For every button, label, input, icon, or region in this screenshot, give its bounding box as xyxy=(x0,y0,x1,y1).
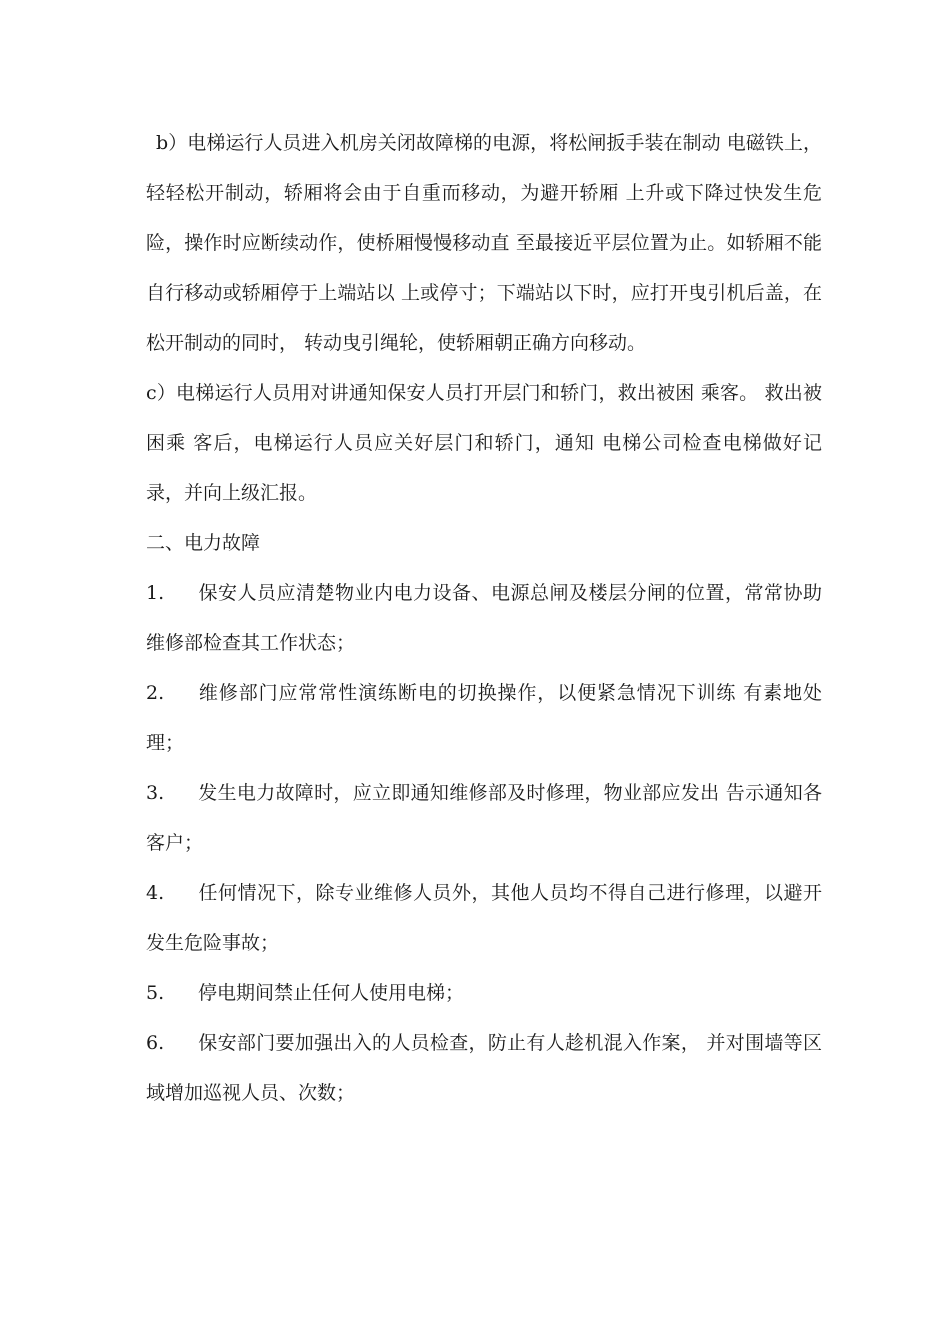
list-item-number: 5. xyxy=(146,982,165,1004)
list-item xyxy=(146,868,822,968)
list-item-number: 1. xyxy=(146,582,165,604)
list-item xyxy=(146,768,822,868)
paragraph-c: c）电梯运行人员用对讲通知保安人员打开层门和轿门，救出被困 乘客。 救出被困乘 客后，电梯运行人员应关好层门和轿门，通知 电梯公司检查电梯做好记录，并向上级汇报。 xyxy=(146,382,822,504)
paragraph-b: b）电梯运行人员进入机房关闭故障梯的电源，将松闸扳手装在制动 电磁铁上，轻轻松开制动，轿厢将会由于自重而移动，为避开轿厢 上升或下降过快发生危险，操作时应断续动作，使桥厢慢慢移动直 至最接近平层位置为止。如轿厢不能自行移动或轿厢停于上端站以 上或停寸；下端站以下时，应打开曳引机后盖，在松开制动的同时， 转动曳引绳轮，使轿厢朝正确方向移动。 xyxy=(146,132,822,354)
list-item-number: 4. xyxy=(146,882,165,904)
list-item-text: 发生电力故障时，应立即通知维修部及时修理，物业部应发出 告示通知各客户； xyxy=(146,782,822,854)
section-heading: 二、电力故障 xyxy=(146,532,261,554)
list-item xyxy=(146,668,822,768)
list-item-text: 保安部门要加强出入的人员检查，防止有人趁机混入作案， 并对围墙等区域增加巡视人员、次数； xyxy=(146,1032,822,1104)
list-item xyxy=(146,968,822,1018)
list-item-text: 任何情况下，除专业维修人员外，其他人员均不得自己进行修理，以避开发生危险事故； xyxy=(146,882,822,954)
list-item-text: 停电期间禁止任何人使用电梯； xyxy=(198,982,465,1004)
list-item-text: 维修部门应常常性演练断电的切换操作，以便紧急情况下训练 有素地处理； xyxy=(146,682,822,754)
document-body xyxy=(146,118,822,1118)
list-item-number: 2. xyxy=(146,682,165,704)
list-item-text: 保安人员应清楚物业内电力设备、电源总闸及楼层分闸的位置，常常协助维修部检查其工作状态； xyxy=(146,582,822,654)
list-item xyxy=(146,568,822,668)
list-item-number: 3. xyxy=(146,782,165,804)
list-item xyxy=(146,1018,822,1118)
list-item-number: 6. xyxy=(146,1032,165,1054)
